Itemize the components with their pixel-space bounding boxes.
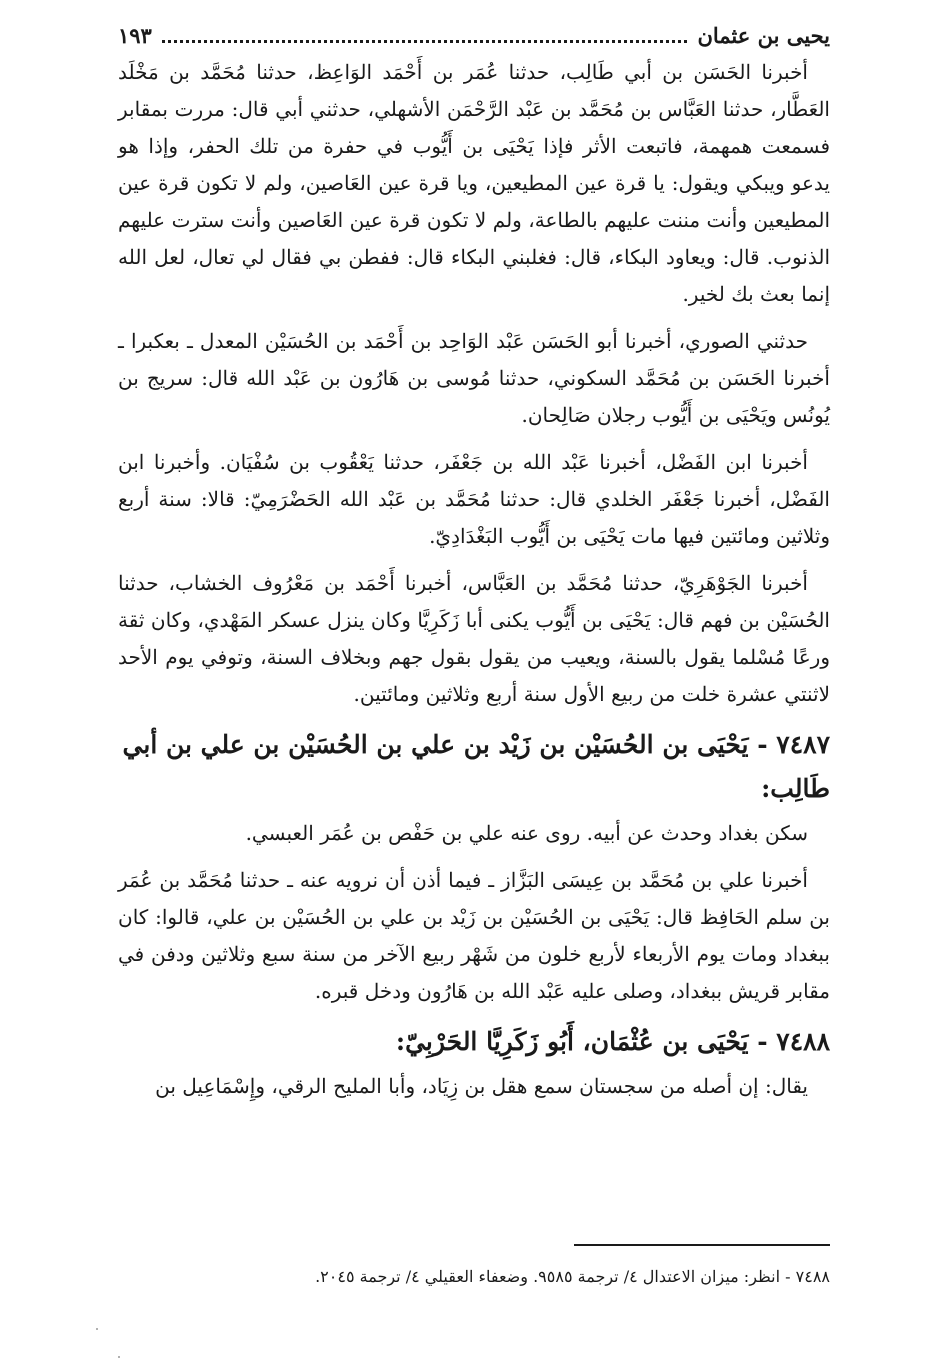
paragraph-narration-1: أخبرنا الحَسَن بن أبي طَالِب، حدثنا عُمَر بن أَحْمَد الوَاعِظ، حدثنا مُحَمَّد بن مَخْلَد العَطَّار، حدثنا العَبَّاس بن مُحَمَّد بن عَبْد الرَّحْمَن الأشهلي، حدثني أبي قال: مررت بمقابر فسمعت همهمة، فاتبعت الأثر فإذا يَحْيَى بن أَيُّوب في حفرة من تلك الحفر، وإذا هو يدعو ويبكي ويقول: يا قرة عين المطيعين، ويا قرة عين العَاصين، ولم لا تكون قرة عين المطيعين وأنت مننت عليهم بالطاعة، ولم لا تكون قرة عين العَاصين وأنت سترت عليهم الذنوب. قال: ويعاود البكاء، قال: فغلبني البكاء قال: ففطن بي فقال لي تعال، لعل الله إنما بعث بك لخير. [118,60,830,306]
paper-speck [118,1356,120,1358]
page-number: ١٩٣ [118,23,152,48]
entry-heading-7488: ٧٤٨٨ - يَحْيَى بن عُثْمَان، أَبُو زَكَرِيَّا الحَرْبِيّ: [395,1027,830,1056]
footnote-area [118,1244,830,1290]
entry-7488-paragraph-1: يقال: إن أصله من سجستان سمع هقل بن زِيَاد، وأبا المليح الرقي، وإِسْمَاعِيل بن [155,1074,808,1098]
paragraph-narration-3: أخبرنا ابن الفَضْل، أخبرنا عَبْد الله بن جَعْفَر، حدثنا يَعْقُوب بن سُفْيَان. وأخبرنا ابن الفَضْل، أخبرنا جَعْفَر الخلدي قال: حدثنا مُحَمَّد بن عَبْد الله الحَضْرَمِيّ: قالا: سنة أربع وثلاثين ومائتين فيها مات يَحْيَى بن أَيُّوب البَغْدَادِيّ. [118,450,830,548]
paper-speck [96,1328,98,1330]
running-head-title: يحيى بن عثمان [697,23,830,48]
footnote-7488: ٧٤٨٨ - انظر: ميزان الاعتدال ٤/ ترجمة ٩٥٨٥. وضعفاء العقيلي ٤/ ترجمة ٢٠٤٥. [315,1267,830,1286]
book-page [118,22,830,1286]
entry-7487-paragraph-2: أخبرنا علي بن مُحَمَّد بن عِيسَى البَزَّاز ـ فيما أذن أن نرويه عنه ـ حدثنا مُحَمَّد بن عُمَر بن سلم الحَافِظ قال: يَحْيَى بن الحُسَيْن بن زَيْد بن علي بن الحُسَيْن بن علي، قالوا: كان ببغداد ومات يوم الأربعاء لأربع خلون من شَهْر ربيع الآخر من سنة سبع وثلاثين ودفن في مقابر قريش ببغداد، وصلى عليه عَبْد الله بن هَارُون ودخل قبره. [118,868,830,1003]
entry-heading-7487: ٧٤٨٧ - يَحْيَى بن الحُسَيْن بن زَيْد بن علي بن الحُسَيْن بن علي بن أبي طَالِب: [122,730,830,803]
paragraph-narration-4: أخبرنا الجَوْهَرِيّ، حدثنا مُحَمَّد بن العَبَّاس، أخبرنا أَحْمَد بن مَعْرُوف الخشاب، حدثنا الحُسَيْن بن فهم قال: يَحْيَى بن أَيُّوب يكنى أبا زَكَرِيَّا وكان ينزل عسكر المَهْدي، وكان ثقة ورعًا مُسْلما يقول بالسنة، ويعيب من يقول بقول جهم وبخلاف السنة، وتوفي يوم الأحد لاثنتي عشرة خلت من ربيع الأول سنة أربع وثلاثين ومائتين. [118,571,830,706]
entry-7487-paragraph-1: سكن بغداد وحدث عن أبيه. روى عنه علي بن حَفْص بن عُمَر العبسي. [245,821,808,845]
footnote-separator [574,1244,830,1246]
leader-dots [162,40,688,43]
running-head [118,22,830,50]
paragraph-narration-2: حدثني الصوري، أخبرنا أبو الحَسَن عَبْد الوَاحِد بن أَحْمَد بن الحُسَيْن المعدل ـ بعكبرا ـ أخبرنا الحَسَن بن مُحَمَّد السكوني، حدثنا مُوسى بن هَارُون بن عَبْد الله قال: سريج بن يُونُس ويَحْيَى بن أَيُّوب رجلان صَالِحان. [118,329,830,427]
